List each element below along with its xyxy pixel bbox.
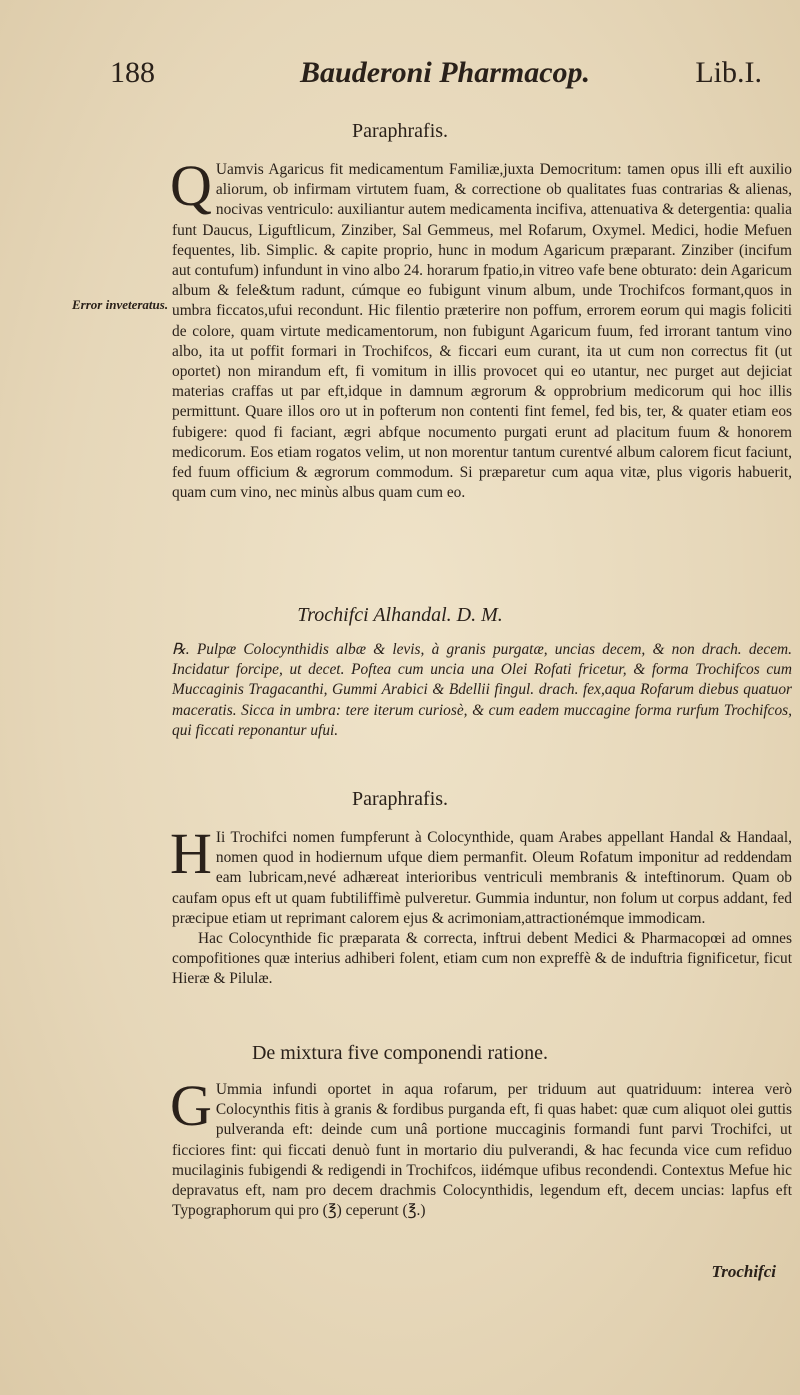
paraphrasis-2-text: Ii Trochifci nomen fumpferunt à Colocynthide, quam Arabes appellant Handal & Handaal, nomen quod in hodiernum ufque diem permanfit. Oleum Rofatum imponitur ad reddendam eam lubricam,nevé adhæreat interioribus ventriculi membranis & inteftinorum. Quam ob caufam opus eft ut quam fubtiliffimè pulveretur. Gummia induntur, non folum ut corpus addant, fed præcipue etiam ut reprimant calorem ejus & acrimoniam,attractionémque immodicam.	[172, 829, 792, 927]
catchword: Trochifci	[711, 1262, 776, 1281]
paragraph-paraphrasis-2	[170, 821, 792, 990]
recipe-paragraph: ℞. Pulpæ Colocynthidis albæ & levis, à granis purgatæ, uncias decem, & non drach. decem. Incidatur forcipe, ut decet. Poftea cum uncia una Olei Rofati fricetur, & forma Trochifcos cum Muccaginis Tragacanthi, Gummi Arabici & Bdellii fingul. drach. fex,aqua Rofarum diebus quatuor maceratis. Sicca in umbra: tere iterum curiosè, & cum eadem muccagine forma rurfum Trochifcos, qui ficcati reponantur ufui.	[172, 641, 792, 739]
page-header	[110, 56, 770, 102]
page-number: 188	[110, 56, 155, 89]
section-heading-paraphrasis-2: Paraphrafis.	[351, 788, 449, 810]
drop-cap-q: Q	[170, 153, 212, 218]
book-number: Lib.I.	[695, 56, 762, 89]
section-heading-paraphrasis-1: Paraphrafis.	[351, 120, 449, 142]
drop-cap-h: H	[170, 821, 212, 886]
margin-note: Error inveteratus.	[72, 297, 169, 312]
running-title: Bauderoni Pharmacop.	[300, 56, 591, 89]
recipe-heading: Trochifci Alhandal. D. M.	[297, 604, 503, 626]
drop-cap-g: G	[170, 1073, 212, 1138]
paraphrasis-2-text-continued: Hac Colocynthide fic præparata & correcta, inftrui debent Medici & Pharmacopœi ad omnes compofitiones quæ interius adhiberi folent, etiam cum non expreffè & de induftria fignificetur, ficut Hieræ & Pilulæ.	[172, 930, 792, 988]
paragraph-paraphrasis-1	[170, 153, 792, 503]
paraphrasis-1-text: Uamvis Agaricus fit medicamentum Familiæ,juxta Democritum: tamen opus illi eft auxilio aliorum, ob infirmam virtutem fuam, & correctione ob qualitates fuas contrarias & alienas, nocivas ventriculo: auxiliantur autem medicamenta incifiva, attenuativa & detergentia: qualia funt Daucus, Liguftlicum, Zinziber, Sal Gemmeus, mel Rofarum, Oxymel. Medici, hodie Mefuen fequentes, lib. Simplic. & capite proprio, hunc in modum Agaricum præparant. Zinziber (incifum aut contufum) infundunt in vino albo 24. horarum fpatio,in vitreo vafe bene obturato: dein Agaricum album & fele&tum radunt, cúmque eo fubigunt vinum album, unde Trochifcos formant,quos in umbra ficcatos,ufui recondunt. Hic filentio præterire non poffum, errorem eorum qui magis foliciti de colore, quam virtute medicamentorum, non fubigunt Agaricum fuum, fed irrorant tantum vino albo, ita ut poffit formari in Trochifcos, & ficcari eum curant, ita ut cum non correctus fit (ut oportet) non mirandum eft, fi vomitum in illis provocet qui eo utantur, nec purget aut dejiciat materias craffas ut par eft,idque in damnum ægrorum & opprobrium medicorum qui hoc illis permittunt. Quare illos oro ut in pofterum non contenti fint femel, fed bis, ter, & quater etiam eos fubigere: quod fi faciant, ægri abfque nocumento purgati erunt ad placitum fuum & honorem medicorum. Eos etiam rogatos velim, ut non morentur tantum curentvé album calorem ficut faciunt, fed fuum officium & ægrorum commodum. Si præparetur cum aqua vitæ, plus vigoris habuerit, quam cum vino, nec minùs albus quam cum eo.	[172, 161, 792, 502]
paragraph-mixtura	[170, 1073, 792, 1221]
mixtura-text: Ummia infundi oportet in aqua rofarum, per triduum aut quatriduum: interea verò Colocynthis fitis à granis & fordibus purganda eft, fi quas habet: quæ cum aliquot olei guttis pulveranda eft: deinde cum unâ portione muccaginis formandi funt parvi Trochifci, ut ficciores fint: qui ficcati denuò funt in mortario diu pulverandi, & hac fecunda vice cum refiduo mucilaginis fubigendi & redigendi in Trochifcos, iidémque ufibus recondendi. Contextus Mefue hic depravatus eft, nam pro decem drachmis Colocynthidis, legendum eft, decem uncias: lapfus eft Typographorum qui pro (℥) ceperunt (℥.)	[172, 1081, 792, 1220]
recipe-text	[172, 640, 792, 741]
section-heading-mixtura: De mixtura five componendi ratione.	[251, 1042, 548, 1064]
